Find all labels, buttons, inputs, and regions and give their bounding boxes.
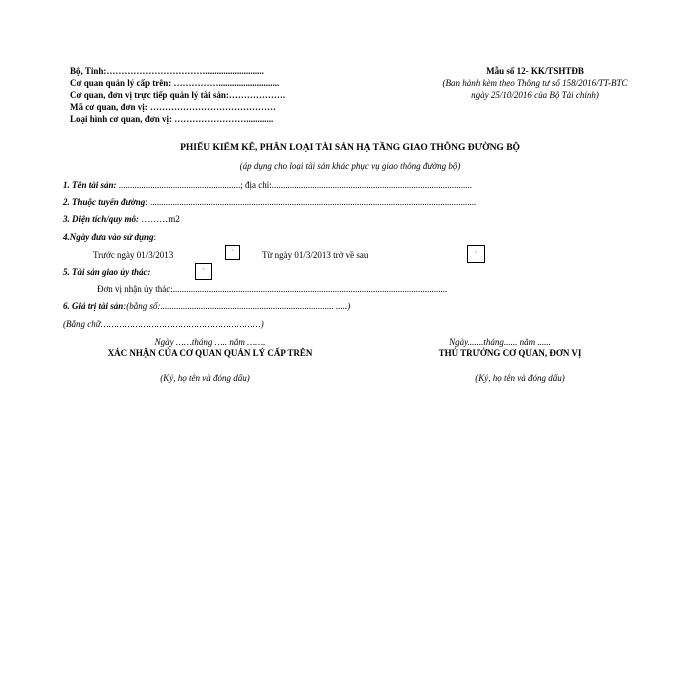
field-asset-value-fill: :(bằng số:............................................................................. .....) — [123, 301, 351, 311]
option-after-2013-label: Từ ngày 01/3/2013 trở về sau — [262, 250, 369, 260]
left-signature-title: XÁC NHẬN CỦA CƠ QUAN QUẢN LÝ CẤP TRÊN — [107, 348, 313, 358]
field-area — [63, 214, 180, 225]
checkbox-mark-icon: ▫ — [475, 250, 477, 256]
superior-agency-line: Cơ quan quản lý cấp trên: ……………........................... — [70, 78, 280, 88]
field-asset-value — [63, 301, 350, 312]
option-after-2013-checkbox[interactable] — [467, 245, 485, 263]
right-date-line: Ngày.......tháng...... năm ...... — [449, 337, 551, 347]
field-asset-name-fill: ......................................................; địa chỉ:......................................................................................... — [116, 180, 473, 190]
field-asset-value-label: 6. Giá trị tài sản — [63, 301, 124, 311]
agency-code-line: Mã cơ quan, đơn vị: …………………………………… — [70, 102, 276, 112]
form-number: Mẫu số 12- KK/TSHTĐB — [486, 66, 584, 76]
field-in-use-date — [63, 232, 156, 243]
field-entrusted-unit: Đơn vị nhận ủy thác:.......................................................................................................................... — [97, 284, 448, 294]
left-date-line: Ngày ……tháng ….. năm ……. — [154, 337, 266, 347]
field-area-fill: ………m2 — [139, 214, 180, 224]
field-entrusted-label: 5. Tài sản giao ủy thác: — [63, 267, 151, 277]
entrusted-checkbox[interactable] — [195, 263, 212, 280]
checkbox-mark-icon: ▫ — [231, 248, 234, 254]
field-route-fill: : ................................................................................................................................................. — [145, 197, 477, 207]
legal-note-2: ngày 25/10/2016 của Bộ Tài chính) — [471, 90, 599, 100]
legal-note-1: (Ban hành kèm theo Thông tư số 158/2016/TT-BTC — [442, 78, 628, 88]
right-signature-title: THỦ TRƯỞNG CƠ QUAN, ĐƠN VỊ — [438, 348, 582, 358]
right-signature-note: (Ký, họ tên và đóng dấu) — [475, 373, 565, 383]
agency-type-line: Loại hình cơ quan, đơn vị: ……………………............ — [70, 114, 274, 124]
option-before-2013-label: Trước ngày 01/3/2013 — [93, 250, 174, 260]
field-route — [63, 197, 476, 208]
field-route-label: 2. Thuộc tuyến đường — [63, 197, 146, 207]
option-before-2013-checkbox[interactable] — [225, 245, 240, 260]
field-in-use-date-label: 4.Ngày đưa vào sử dụng — [63, 232, 154, 242]
field-asset-value-words: (Bằng chữ……………………………………………………) — [63, 319, 264, 329]
checkbox-mark-icon: ▫ — [202, 267, 205, 273]
field-asset-name-label: 1. Tên tài sản: — [63, 180, 117, 190]
field-asset-name — [63, 180, 472, 191]
left-signature-note: (Ký, họ tên và đóng dấu) — [160, 373, 250, 383]
document-subtitle: (áp dụng cho loại tài sản khác phục vụ giao thông đường bộ) — [239, 161, 461, 171]
managing-agency-line: Cơ quan, đơn vị trực tiếp quản lý tài sản:………………. — [70, 90, 286, 100]
ministry-province-line: Bộ, Tỉnh:…………………………….......................... — [70, 66, 264, 76]
field-area-label: 3. Diện tích/quy mô: — [63, 214, 139, 224]
document-title: PHIẾU KIỂM KÊ, PHÂN LOẠI TÀI SẢN HẠ TẦNG GIAO THÔNG ĐƯỜNG BỘ — [180, 143, 520, 153]
field-in-use-date-colon: : — [153, 232, 157, 242]
